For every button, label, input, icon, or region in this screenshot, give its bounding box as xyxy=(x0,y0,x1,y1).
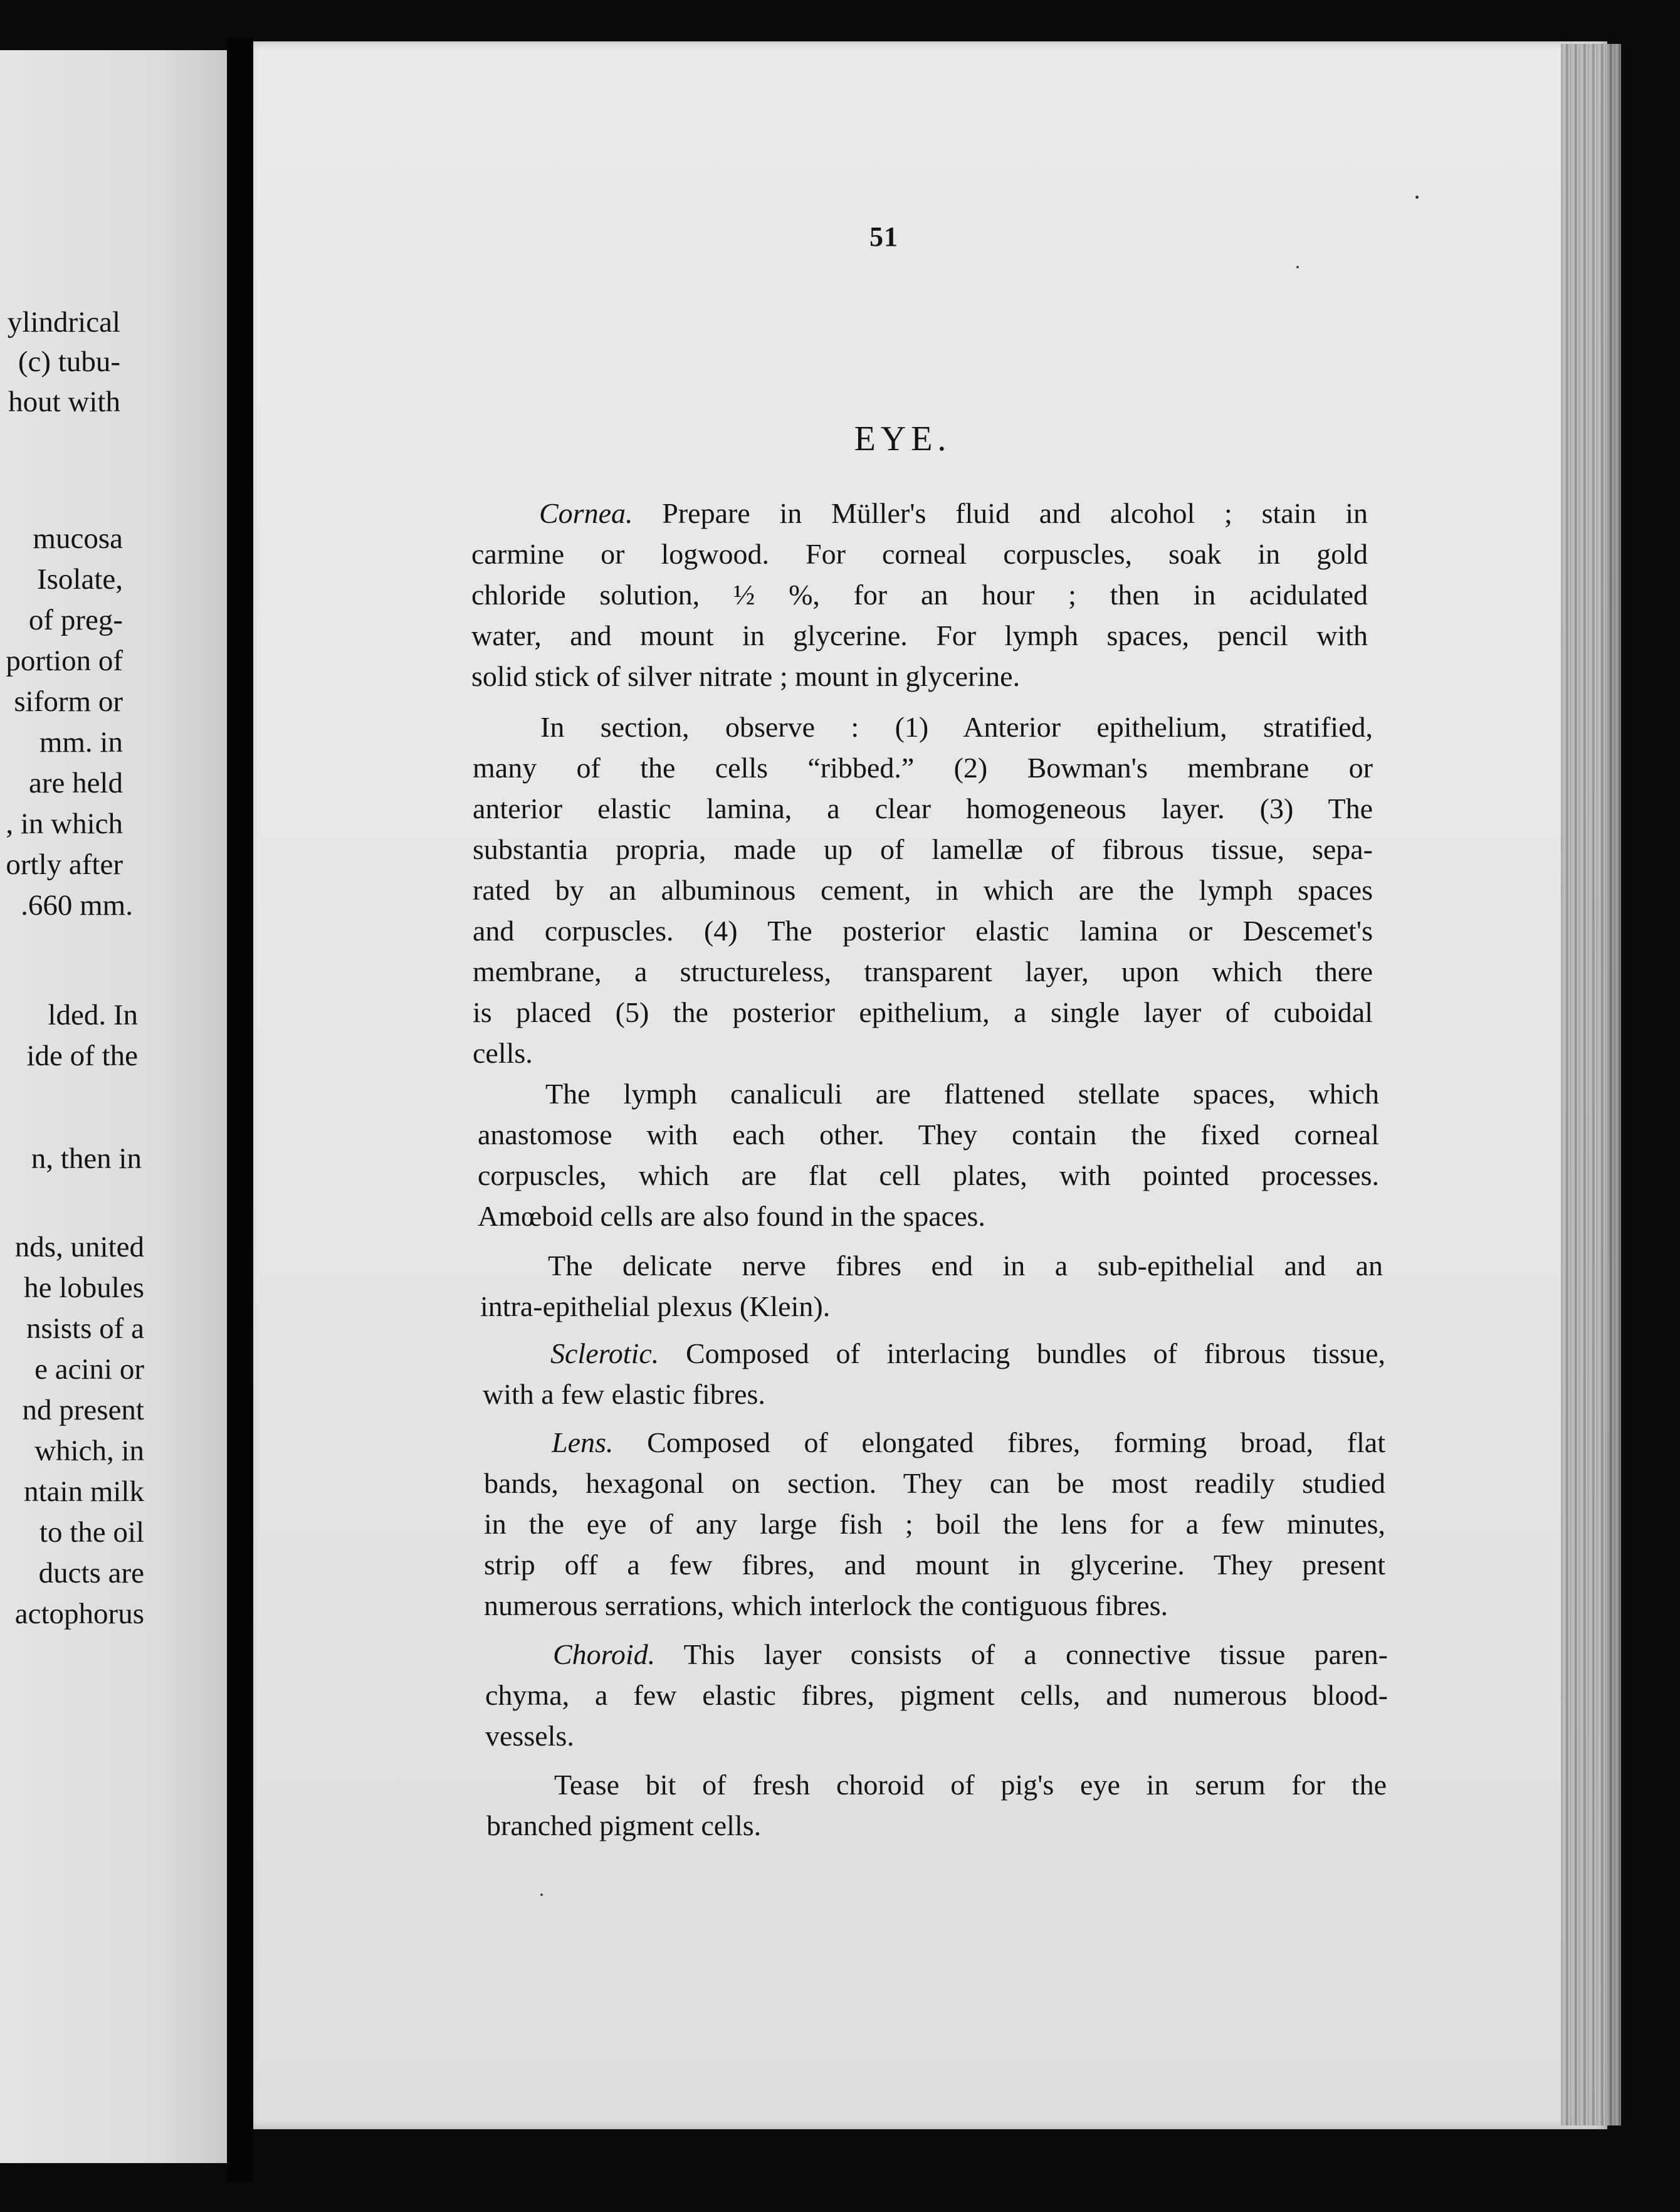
text-line: vessels. xyxy=(485,1720,574,1752)
left-page-line: n, then in xyxy=(31,1142,142,1175)
run-in-heading: Lens. xyxy=(552,1426,614,1458)
left-page-line: ortly after xyxy=(6,848,123,881)
text-line: Lens. Composed of elongated fibres, forming broad, flat xyxy=(552,1426,1385,1458)
page-block-edge xyxy=(1561,44,1621,2125)
text-line: corpuscles, which are flat cell plates, with pointed processes. xyxy=(478,1159,1379,1191)
left-page-line: mm. in xyxy=(39,726,123,759)
text-line: intra-epithelial plexus (Klein). xyxy=(480,1290,831,1322)
paper-speck xyxy=(540,1893,543,1896)
left-page-line: ducts are xyxy=(38,1557,144,1589)
left-page-line: siform or xyxy=(14,685,123,718)
text-line: numerous serrations, which interlock the contiguous fibres. xyxy=(484,1589,1168,1621)
paragraph-section xyxy=(473,707,1373,1073)
left-page-line: e acini or xyxy=(34,1353,144,1386)
text-line: is placed (5) the posterior epithelium, a single layer of cuboidal xyxy=(473,996,1373,1028)
run-in-heading: Choroid. xyxy=(553,1638,656,1670)
left-page-line: he lobules xyxy=(24,1272,144,1304)
text-line: many of the cells “ribbed.” (2) Bowman's membrane or xyxy=(473,752,1373,784)
left-page-line: ide of the xyxy=(26,1040,138,1072)
text-line: strip off a few fibres, and mount in glycerine. They present xyxy=(484,1549,1385,1581)
left-page-line: to the oil xyxy=(39,1516,144,1549)
text-line: branched pigment cells. xyxy=(486,1809,762,1841)
text-line: Tease bit of fresh choroid of pig's eye in serum for the xyxy=(554,1769,1387,1801)
left-page-line: are held xyxy=(28,767,123,799)
text-line: carmine or logwood. For corneal corpuscles, soak in gold xyxy=(471,538,1368,570)
text-line: cells. xyxy=(473,1037,533,1069)
text-line: bands, hexagonal on section. They can be most readily studied xyxy=(484,1467,1385,1499)
book-gutter xyxy=(227,38,253,2182)
text-line: Amœboid cells are also found in the spaces. xyxy=(478,1200,985,1232)
text-line: anterior elastic lamina, a clear homogeneous layer. (3) The xyxy=(473,793,1373,824)
section-title: EYE. xyxy=(854,419,952,458)
left-page-line: lded. In xyxy=(48,999,138,1031)
text-line: water, and mount in glycerine. For lymph spaces, pencil with xyxy=(471,619,1368,651)
left-page-line: Isolate, xyxy=(36,563,123,596)
paper-speck xyxy=(1415,196,1419,199)
page-number: 51 xyxy=(869,221,898,252)
left-page-line: hout with xyxy=(8,386,120,418)
text-line: The lymph canaliculi are flattened stellate spaces, which xyxy=(545,1078,1379,1110)
text-line: In section, observe : (1) Anterior epithelium, stratified, xyxy=(540,711,1373,743)
paragraph-cornea xyxy=(471,493,1368,697)
left-page-line: nds, united xyxy=(14,1231,144,1263)
left-page-line: nsists of a xyxy=(26,1312,144,1345)
left-page-line: mucosa xyxy=(33,522,123,555)
paragraph-nerve-fibres xyxy=(480,1245,1383,1327)
text-line: and corpuscles. (4) The posterior elastic lamina or Descemet's xyxy=(473,915,1373,947)
text-line: in the eye of any large fish ; boil the lens for a few minutes, xyxy=(484,1508,1385,1540)
text-line: with a few elastic fibres. xyxy=(483,1378,765,1410)
text-line: The delicate nerve fibres end in a sub-epithelial and an xyxy=(548,1250,1383,1282)
left-page-line: of preg- xyxy=(28,604,123,636)
text-line: chloride solution, ½ %, for an hour ; then in acidulated xyxy=(471,579,1368,611)
paragraph-sclerotic xyxy=(483,1333,1385,1414)
left-page-line: nd present xyxy=(22,1394,144,1426)
left-page-line: (c) tubu- xyxy=(18,345,120,378)
left-page-line: ylindrical xyxy=(7,306,120,339)
run-in-heading: Cornea. xyxy=(539,497,633,529)
paragraph-choroid xyxy=(485,1634,1388,1756)
text-line: anastomose with each other. They contain the fixed corneal xyxy=(478,1119,1379,1151)
text-line: rated by an albuminous cement, in which are the lymph spaces xyxy=(473,874,1373,906)
left-page-line: ntain milk xyxy=(24,1475,144,1508)
paragraph-lymph-canaliculi xyxy=(478,1073,1379,1236)
run-in-heading: Sclerotic. xyxy=(550,1337,659,1369)
text-line: membrane, a structureless, transparent layer, upon which there xyxy=(473,956,1373,988)
left-page-line: which, in xyxy=(34,1435,144,1467)
paragraph-lens xyxy=(484,1422,1385,1626)
left-page-line: actophorus xyxy=(14,1598,144,1630)
paper-speck xyxy=(1296,266,1299,268)
left-page-line: , in which xyxy=(6,808,123,840)
left-page-line: .660 mm. xyxy=(21,889,133,922)
paragraph-tease xyxy=(486,1764,1387,1846)
text-line: Cornea. Prepare in Müller's fluid and alcohol ; stain in xyxy=(539,497,1368,529)
left-page-line: portion of xyxy=(6,645,123,677)
text-line: Choroid. This layer consists of a connective tissue paren- xyxy=(553,1638,1388,1670)
text-line: Sclerotic. Composed of interlacing bundles of fibrous tissue, xyxy=(550,1337,1385,1369)
text-line: substantia propria, made up of lamellæ of fibrous tissue, sepa- xyxy=(473,833,1373,865)
text-line: solid stick of silver nitrate ; mount in glycerine. xyxy=(471,660,1021,692)
text-line: chyma, a few elastic fibres, pigment cells, and numerous blood- xyxy=(485,1679,1388,1711)
left-facing-page xyxy=(0,50,227,2163)
